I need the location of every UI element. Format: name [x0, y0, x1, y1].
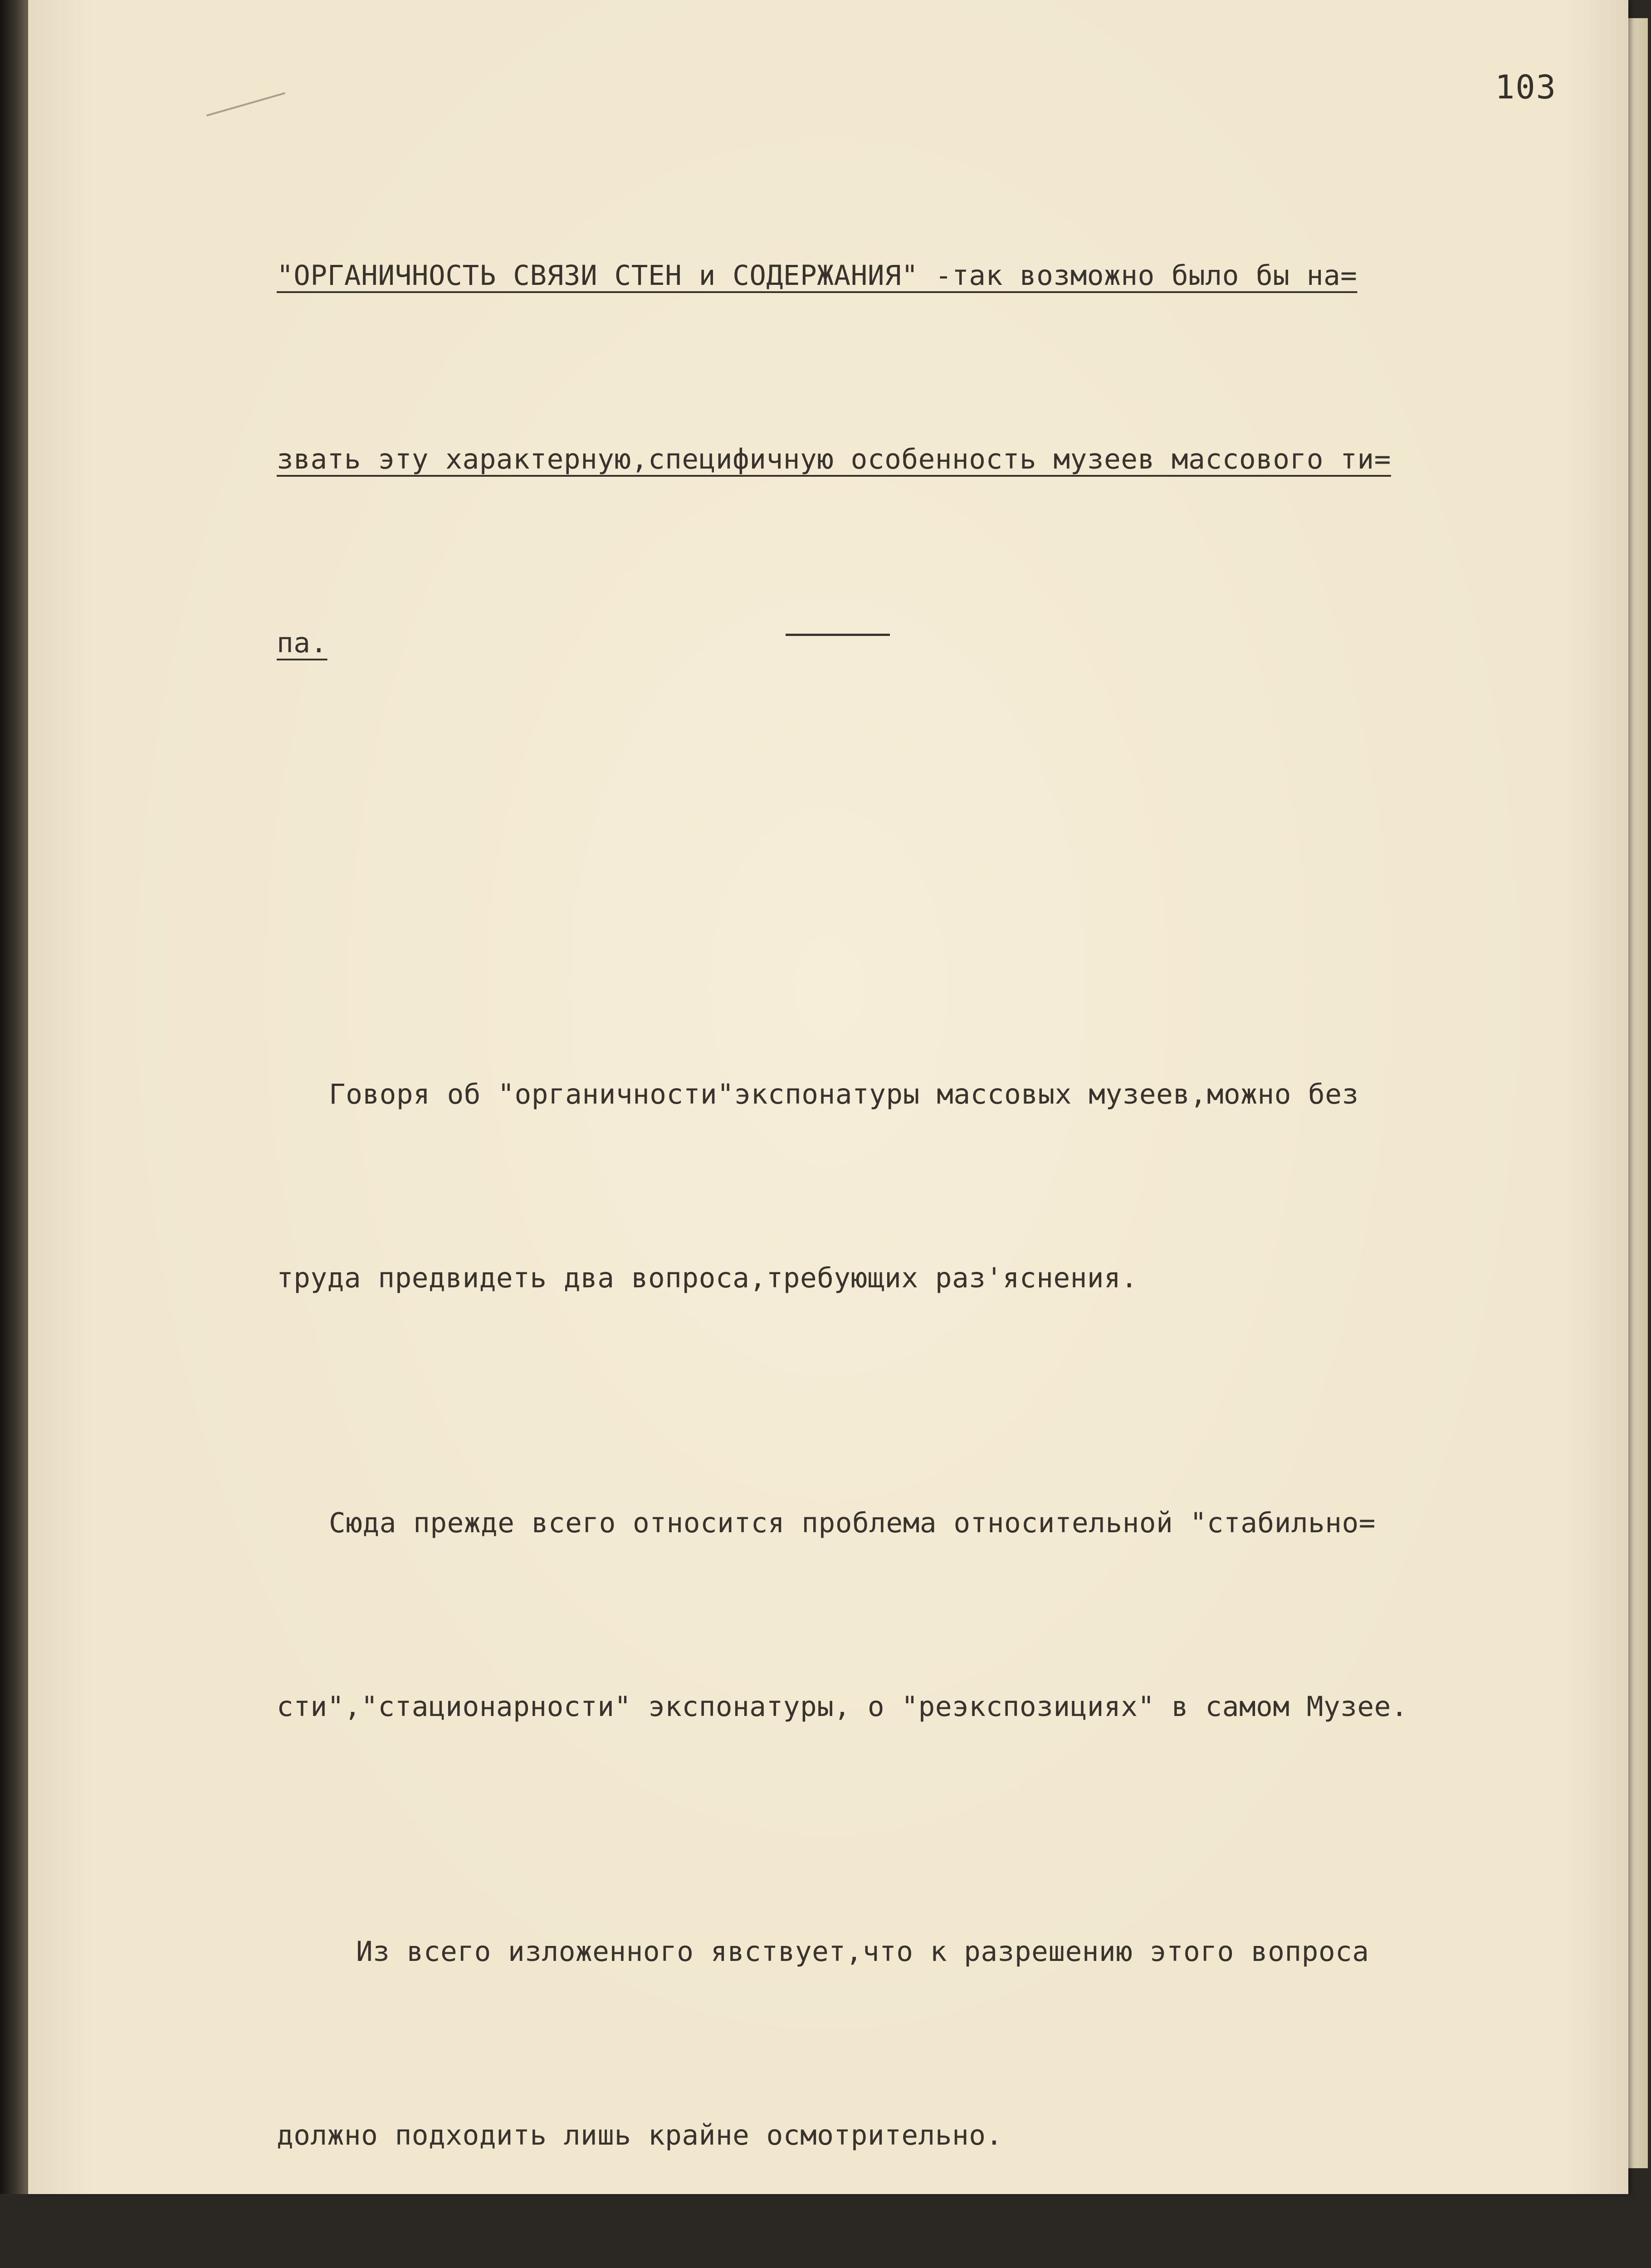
paragraph-2-line-2: сти","стационарности" экспонатуры, о "реэкспозициях" в самом Музее.	[277, 1691, 1408, 1723]
pencil-mark	[206, 92, 285, 116]
paragraph-3-line-1: Из всего изложенного явствует,что к разрешению этого вопроса	[356, 1936, 1369, 1968]
spacer	[277, 857, 1628, 880]
heading-divider-rule	[786, 634, 890, 636]
paragraph-1-line-2: труда предвидеть два вопроса,требующих раз'яснения.	[277, 1262, 1138, 1294]
heading-line-3: па.	[277, 627, 327, 659]
heading-line-2: звать эту характерную,специфичную особенность музеев массового ти=	[277, 443, 1391, 475]
paragraph-2-line-1: Сюда прежде всего относится проблема относительной "стабильно=	[329, 1507, 1376, 1539]
heading-line-3-wrapper	[277, 612, 1628, 674]
typewritten-page	[28, 0, 1628, 2194]
paragraph-3-line-2: должно подходить лишь крайне осмотрительно.	[277, 2119, 1003, 2151]
page-body	[277, 122, 1628, 2268]
heading-line-1: "ОРГАНИЧНОСТЬ СВЯЗИ СТЕН и СОДЕРЖАНИЯ" -так возможно было бы на=	[277, 259, 1358, 292]
paragraph-1-line-1: Говоря об "органичности"экспонатуры массовых музеев,можно без	[329, 1078, 1359, 1110]
page-number: 103	[1495, 68, 1557, 106]
book-binding-edge	[0, 0, 28, 2194]
